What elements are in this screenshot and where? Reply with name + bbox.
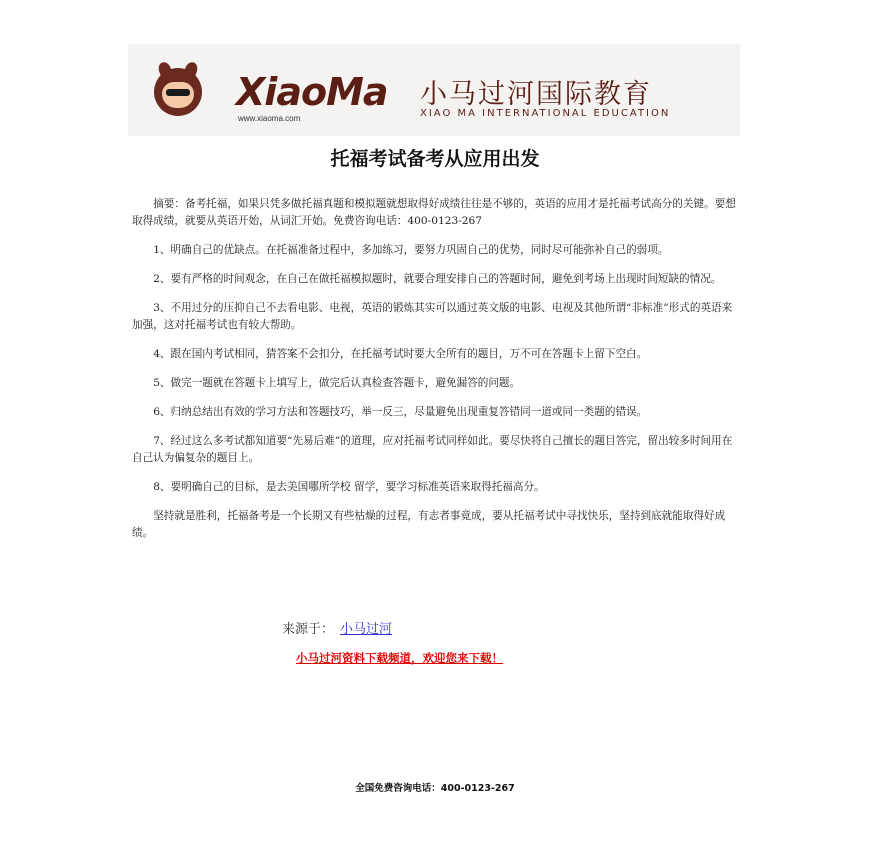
paragraph-tip-1: 1、明确自己的优缺点。在托福准备过程中，多加练习，要努力巩固自己的优势，同时尽可能弥补自己的弱项。 <box>153 244 669 256</box>
paragraph-tip-3: 3、不用过分的压抑自己不去看电影、电视，英语的锻炼其实可以通过英文版的电影、电视及其他所谓“非标准”形式的英语来加强，这对托福考试也有较大帮助。 <box>132 302 733 331</box>
article-body <box>132 196 740 554</box>
download-channel-link[interactable]: 小马过河资料下载频道，欢迎您来下载！ <box>296 651 503 665</box>
mascot-ear-right <box>183 60 200 79</box>
paragraph-abstract: 摘要：备考托福，如果只凭多做托福真题和模拟题就想取得好成绩往往是不够的，英语的应用才是托福考试高分的关键。要想取得成绩，就要从英语开始，从词汇开始。免费咨询电话：400-0123-267 <box>132 198 736 227</box>
mascot-ear-left <box>157 60 174 79</box>
paragraph-tip-5: 5、做完一题就在答题卡上填写上，做完后认真检查答题卡，避免漏答的问题。 <box>153 377 521 389</box>
footer-hotline: 全国免费咨询电话：400-0123-267 <box>355 783 515 794</box>
source-link[interactable]: 小马过河 <box>340 622 393 637</box>
source-line <box>282 618 392 637</box>
paragraph-tip-4: 4、跟在国内考试相同，猜答案不会扣分，在托福考试时要大全所有的题目，万不可在答题卡上留下空白。 <box>153 348 648 360</box>
document-title: 托福考试备考从应用出发 <box>330 148 540 170</box>
paragraph-tip-7: 7、经过这么多考试都知道要“先易后难”的道理，应对托福考试同样如此。要尽快将自己擅长的题目答完，留出较多时间用在自己认为偏复杂的题目上。 <box>132 435 733 464</box>
brand-name-english: XIAO MA INTERNATIONAL EDUCATION <box>420 108 671 119</box>
paragraph-conclusion: 坚持就是胜利，托福备考是一个长期又有些枯燥的过程，有志者事竟成，要从托福考试中寻找快乐，坚持到底就能取得好成绩。 <box>132 510 726 539</box>
brand-url: www.xiaoma.com <box>238 114 301 123</box>
paragraph-tip-8: 8、要明确自己的目标，是去美国哪所学校 留学，要学习标准英语来取得托福高分。 <box>153 481 545 493</box>
paragraph-tip-6: 6、归纳总结出有效的学习方法和答题技巧，举一反三，尽量避免出现重复答错同一道或同一类题的错误。 <box>153 406 648 418</box>
brand-logo-latin: XiaoMa <box>236 70 388 114</box>
brand-name-chinese: 小马过河国际教育 <box>420 79 652 110</box>
paragraph-tip-2: 2、要有严格的时间观念，在自己在做托福模拟题时，就要合理安排自己的答题时间，避免到考场上出现时间短缺的情况。 <box>153 273 722 285</box>
horse-mascot-icon <box>154 68 202 116</box>
header-banner <box>128 44 740 136</box>
source-label: 来源于： <box>282 622 335 637</box>
